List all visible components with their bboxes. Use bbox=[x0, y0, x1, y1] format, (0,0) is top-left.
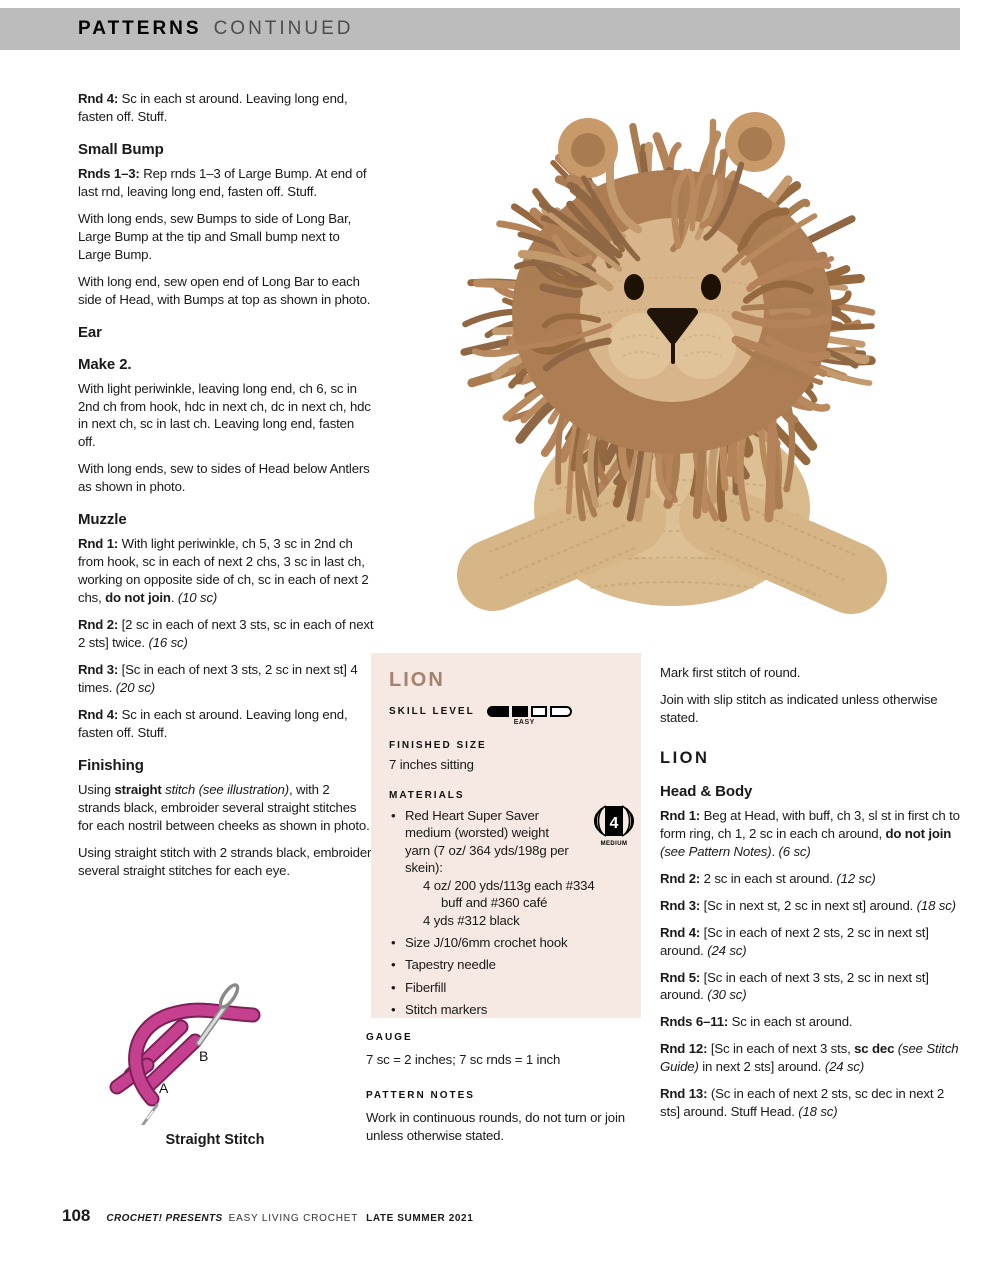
straight-stitch-illustration-icon bbox=[95, 975, 335, 1125]
yarn-weight-icon bbox=[590, 805, 638, 847]
pattern-notes-text: Work in continuous rounds, do not turn or join unless otherwise stated. bbox=[366, 1110, 625, 1143]
skill-segment-empty bbox=[550, 706, 572, 717]
section-heading-finishing: Finishing bbox=[78, 756, 144, 774]
gauge-label: GAUGE bbox=[366, 1032, 413, 1043]
pattern-paragraph: With long ends, sew Bumps to side of Long Bar, Large Bump at the tip and Small bump next to Large Bump. bbox=[78, 210, 352, 262]
pattern-paragraph: Using straight stitch (see illustration), with 2 strands black, embroider several straight stitches for each nostril between cheeks as shown in photo. bbox=[78, 781, 370, 833]
pattern-paragraph: Rnd 1: Beg at Head, with buff, ch 3, sl st in first ch to form ring, ch 1, 2 sc in each ch around, do not join (see Pattern Notes). (6 sc) bbox=[660, 807, 960, 859]
pattern-paragraph: Rnd 4: Sc in each st around. Leaving long end, fasten off. Stuff. bbox=[78, 91, 348, 124]
page-footer bbox=[62, 1206, 473, 1226]
pattern-paragraph: Using straight stitch with 2 strands black, embroider several straight stitches for each eye. bbox=[78, 844, 372, 878]
footer-brand: CROCHET! PRESENTS bbox=[106, 1213, 223, 1224]
lion-photo bbox=[385, 70, 960, 642]
page-header-bar bbox=[0, 8, 960, 50]
skill-level-meter-icon bbox=[487, 706, 575, 726]
material-item: • Red Heart Super Saver medium (worsted) weight yarn (7 oz/ 364 yds/198g per skein): 4 oz/ 200 yds/113g each #334 buff and #360 café 4 yds #312 black bbox=[389, 807, 623, 929]
svg-text:MEDIUM: MEDIUM bbox=[600, 841, 628, 847]
pattern-paragraph: Rnds 1–3: Rep rnds 1–3 of Large Bump. At end of last rnd, leaving long end, fasten off. Stuff. bbox=[78, 165, 367, 199]
material-item: • Fiberfill bbox=[389, 979, 623, 996]
skill-segment-empty bbox=[531, 706, 547, 717]
pattern-paragraph: Join with slip stitch as indicated unless otherwise stated. bbox=[660, 691, 938, 725]
pattern-paragraph: Rnd 2: [2 sc in each of next 3 sts, sc in each of next 2 sts] twice. (16 sc) bbox=[78, 617, 374, 651]
section-heading-lion: LION bbox=[660, 748, 710, 767]
section-heading-muzzle: Muzzle bbox=[78, 511, 127, 529]
pattern-info-box bbox=[371, 653, 641, 1018]
pattern-title: LION bbox=[389, 669, 445, 691]
section-heading-ear: Ear bbox=[78, 323, 102, 341]
skill-level-label: SKILL LEVEL bbox=[389, 706, 475, 717]
pattern-paragraph: Rnd 3: [Sc in each of next 3 sts, 2 sc in next st] 4 times. (20 sc) bbox=[78, 662, 358, 695]
pattern-paragraph: Rnd 4: Sc in each st around. Leaving long end, fasten off. Stuff. bbox=[78, 706, 348, 740]
pattern-paragraph: Rnd 5: [Sc in each of next 3 sts, 2 sc in next st] around. (30 sc) bbox=[660, 969, 929, 1003]
pattern-column-right bbox=[660, 664, 960, 1130]
header-title: PATTERNS bbox=[78, 18, 202, 39]
material-subline: 4 oz/ 200 yds/113g each #334 bbox=[423, 877, 595, 893]
finished-size-label: FINISHED SIZE bbox=[389, 740, 487, 751]
pattern-paragraph: Rnd 2: 2 sc in each st around. (12 sc) bbox=[660, 870, 876, 886]
pattern-notes-label: PATTERN NOTES bbox=[366, 1090, 475, 1101]
materials-list bbox=[389, 807, 623, 1019]
pattern-paragraph: Mark first stitch of round. bbox=[660, 665, 801, 680]
small-needle-icon bbox=[137, 1105, 157, 1125]
pattern-paragraph: With light periwinkle, leaving long end, ch 6, sc in 2nd ch from hook, hdc in next ch, dc in next ch, hdc in next ch, sc in last ch. Leaving long end, fasten off. bbox=[78, 380, 371, 450]
svg-text:4: 4 bbox=[609, 815, 619, 832]
diagram-label-a: A bbox=[159, 1080, 169, 1096]
pattern-column-left bbox=[78, 90, 374, 889]
gauge-section bbox=[366, 1032, 656, 1069]
material-item: • Size J/10/6mm crochet hook bbox=[389, 934, 623, 951]
footer-issue: LATE SUMMER 2021 bbox=[366, 1213, 474, 1224]
material-item: • Stitch markers bbox=[389, 1001, 623, 1018]
pattern-paragraph: Rnd 12: [Sc in each of next 3 sts, sc dec (see Stitch Guide) in next 2 sts] around. (24 sc) bbox=[660, 1041, 959, 1075]
skill-level-row bbox=[389, 706, 623, 726]
section-heading-small-bump: Small Bump bbox=[78, 140, 164, 158]
diagram-caption: Straight Stitch bbox=[165, 1132, 265, 1148]
header-subtitle: CONTINUED bbox=[213, 18, 354, 39]
section-heading-head-body: Head & Body bbox=[660, 782, 753, 800]
pattern-paragraph: Rnd 1: With light periwinkle, ch 5, 3 sc in 2nd ch from hook, sc in each of next 2 chs, 3 sc in last ch, working on opposite side of ch, sc in each of next 2 chs, do not join. (10 sc) bbox=[78, 536, 369, 606]
pattern-paragraph: Rnd 3: [Sc in next st, 2 sc in next st] around. (18 sc) bbox=[660, 897, 956, 913]
page-number: 108 bbox=[62, 1206, 91, 1225]
gauge-value: 7 sc = 2 inches; 7 sc rnds = 1 inch bbox=[366, 1052, 561, 1067]
skill-segment-filled bbox=[487, 706, 509, 717]
pattern-notes-section bbox=[366, 1090, 661, 1145]
finished-size-value: 7 inches sitting bbox=[389, 757, 474, 772]
skill-segment-filled bbox=[512, 706, 528, 717]
pattern-paragraph: With long ends, sew to sides of Head below Antlers as shown in photo. bbox=[78, 461, 370, 495]
materials-label: MATERIALS bbox=[389, 790, 465, 801]
pattern-paragraph: With long end, sew open end of Long Bar to each side of Head, with Bumps at top as shown in photo. bbox=[78, 273, 371, 307]
section-heading-make-2: Make 2. bbox=[78, 355, 132, 373]
material-subline: buff and #360 café bbox=[441, 895, 548, 911]
pattern-paragraph: Rnds 6–11: Sc in each st around. bbox=[660, 1014, 853, 1030]
pattern-paragraph: Rnd 4: [Sc in each of next 2 sts, 2 sc in next st] around. (24 sc) bbox=[660, 924, 929, 958]
diagram-label-b: B bbox=[199, 1048, 209, 1064]
material-item: • Tapestry needle bbox=[389, 956, 623, 973]
skill-level-value: EASY bbox=[513, 719, 535, 726]
pattern-paragraph: Rnd 13: (Sc in each of next 2 sts, sc dec in next 2 sts] around. Stuff Head. (18 sc) bbox=[660, 1086, 945, 1120]
footer-magazine: EASY LIVING CROCHET bbox=[228, 1213, 359, 1224]
straight-stitch-diagram bbox=[95, 975, 335, 1148]
material-subline: 4 yds #312 black bbox=[423, 912, 520, 928]
